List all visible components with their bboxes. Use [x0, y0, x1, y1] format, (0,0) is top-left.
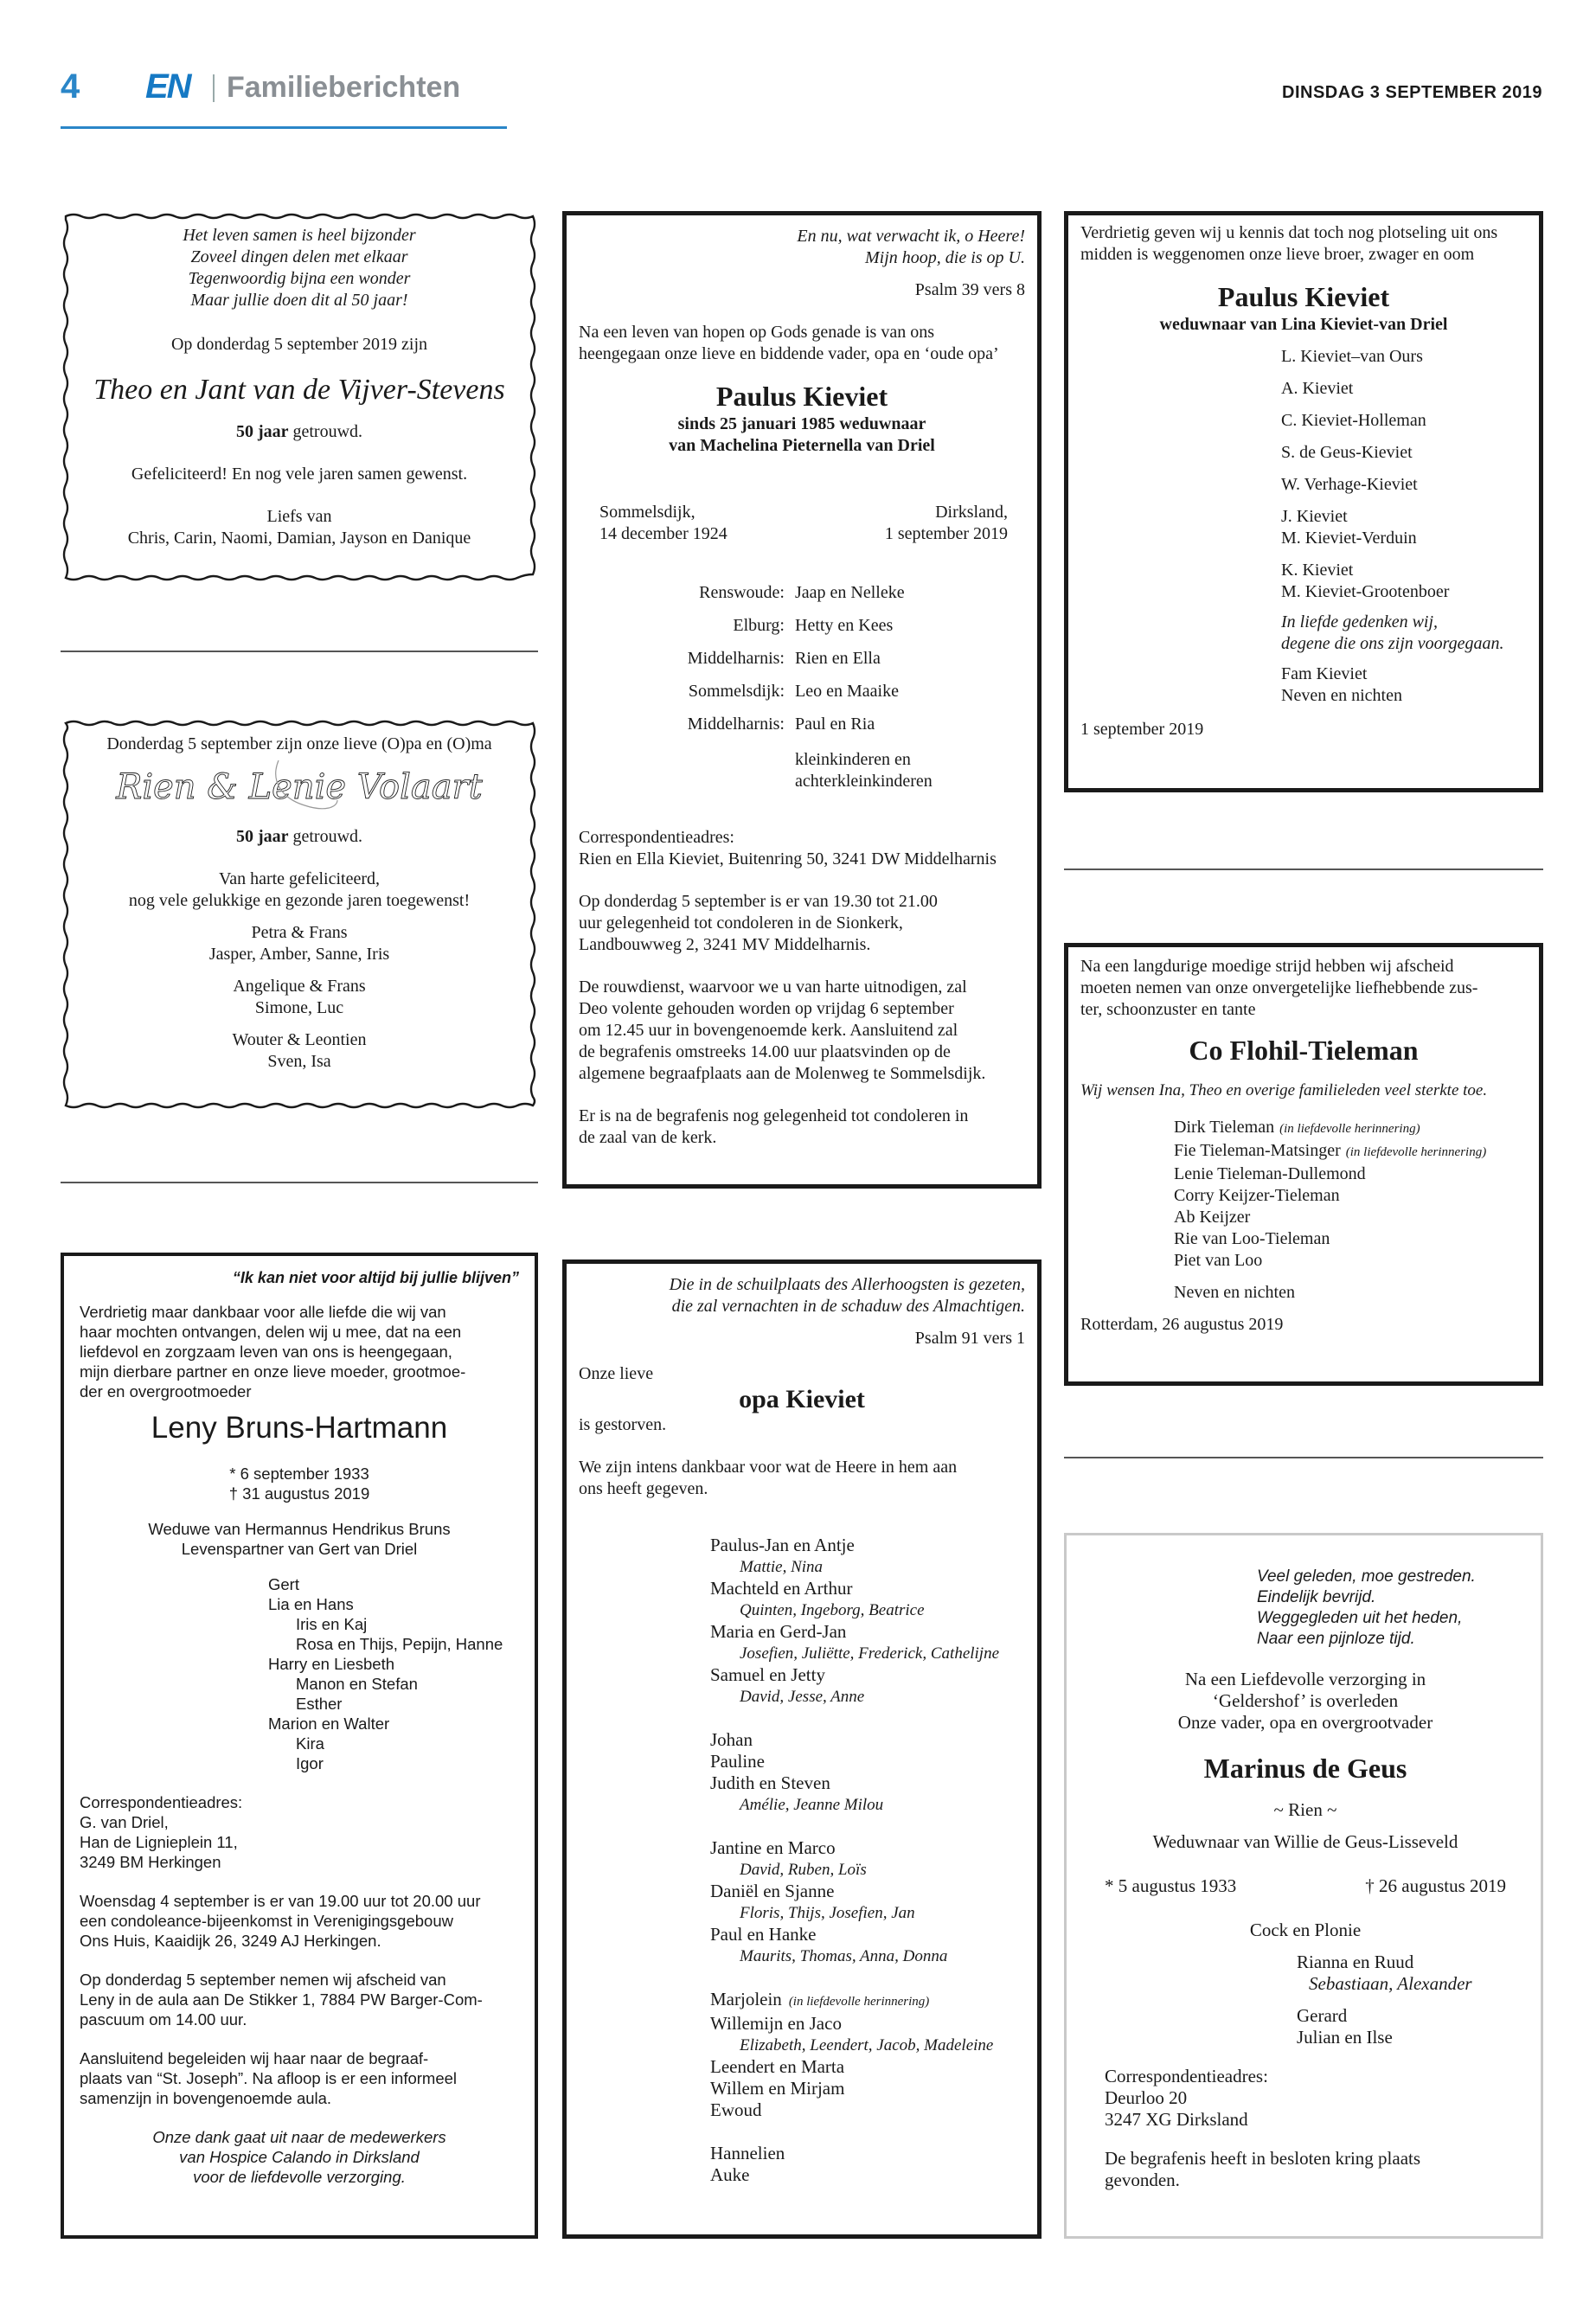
grandchildren-names	[710, 1599, 1025, 1621]
grandchildren-names	[710, 1945, 1025, 1967]
family-member: Marion en Walter	[268, 1715, 390, 1733]
member-name: Dirk Tieleman	[1174, 1118, 1275, 1137]
ad-obituary-opa-kieviet	[562, 1259, 1042, 2239]
grandchildren-names	[710, 1686, 1025, 1708]
birth-death-dates	[579, 502, 1025, 545]
burial-paragraph	[80, 2048, 519, 2108]
address-line: Correspondentieadres:	[80, 1793, 243, 1811]
verse-line: En nu, wat verwacht ik, o Heere!	[797, 227, 1025, 246]
family-member	[710, 1578, 1025, 1599]
member-name: David, Jesse, Anne	[740, 1688, 865, 1706]
child-names: Rien en Ella	[795, 648, 881, 668]
paragraph-line: Leny in de aula aan De Stikker 1, 7884 PW Barger-Com-	[80, 1990, 483, 2009]
family-group	[1281, 560, 1527, 603]
intro-line: moeten nemen van onze onvergetelijke liefhebbende zus-	[1080, 978, 1478, 997]
deceased-name: Marinus de Geus	[1203, 1753, 1407, 1784]
family-member	[710, 2164, 1025, 2186]
member-name: Corry Keijzer-Tieleman	[1174, 1186, 1340, 1205]
family-member	[710, 1837, 1025, 1859]
thanks-text	[579, 1457, 1025, 1500]
member-name: Daniël en Sjanne	[710, 1881, 835, 1901]
address-line: Rien en Ella Kieviet, Buitenring 50, 3241 DW Middelharnis	[579, 849, 997, 868]
birth-place: Sommelsdijk,	[599, 503, 695, 522]
member-name: Jantine en Marco	[710, 1837, 836, 1858]
intro-line: Na een langdurige moedige strijd hebben wij afscheid	[1080, 957, 1454, 976]
grandchildren-line: kleinkinderen en	[795, 750, 911, 769]
poem	[78, 225, 521, 311]
memorial-note: (in liefdevolle herinnering)	[1345, 1145, 1487, 1159]
years-bold: 50 jaar	[235, 827, 289, 846]
family-list	[80, 1574, 519, 1773]
thanks-line: Onze dank gaat uit naar de medewerkers	[152, 2128, 446, 2146]
intro-line: Na een Liefdevolle verzorging in	[1184, 1669, 1426, 1689]
family-member	[1174, 1207, 1527, 1228]
funeral-note	[1105, 2148, 1506, 2191]
family-member	[710, 1621, 1025, 1643]
verse-line: die zal vernachten in de schaduw des Almachtigen.	[671, 1297, 1025, 1316]
paragraph-line: Landbouwweg 2, 3241 MV Middelharnis.	[579, 935, 871, 954]
family-member: J. Kieviet	[1281, 507, 1348, 526]
paragraph-line: Deo volente gehouden worden op vrijdag 6 september	[579, 999, 954, 1018]
intro-text: Op donderdag 5 september 2019 zijn	[170, 335, 428, 354]
poem-line: Naar een pijnloze tijd.	[1257, 1630, 1415, 1648]
closing-line: Fam Kieviet	[1281, 664, 1368, 683]
grandchildren-names	[710, 1902, 1025, 1924]
member-name: Maurits, Thomas, Anna, Donna	[740, 1947, 948, 1965]
years-married	[78, 421, 521, 443]
death-place: Dirksland,	[935, 503, 1008, 522]
wish-text: Gefeliciteerd! En nog vele jaren samen gewenst.	[131, 465, 468, 484]
family-member: Cock en Plonie	[1249, 1920, 1362, 1940]
family-group	[78, 1029, 521, 1073]
address-line: Correspondentieadres:	[1105, 2066, 1268, 2086]
column-divider	[61, 651, 538, 652]
address-line: 3249 BM Herkingen	[80, 1853, 221, 1871]
member-name: David, Ruben, Loïs	[740, 1861, 867, 1879]
intro-text: Onze lieve	[579, 1364, 654, 1383]
paragraph-line: de zaal van de kerk.	[579, 1128, 717, 1147]
family-member: Kira	[296, 1734, 324, 1753]
widower-note: Weduwnaar van Willie de Geus-Lisseveld	[1152, 1831, 1458, 1852]
paragraph-line: uur gelegenheid tot condoleren in de Sionkerk,	[579, 913, 903, 933]
member-name: Maria en Gerd-Jan	[710, 1621, 847, 1642]
poem-line: Het leven samen is heel bijzonder	[183, 226, 416, 245]
member-name: Amélie, Jeanne Milou	[740, 1796, 884, 1814]
family-member: Igor	[296, 1754, 324, 1772]
family-member: A. Kieviet	[1281, 379, 1354, 398]
service-paragraph	[579, 977, 1025, 1085]
intro-line: der en overgrootmoeder	[80, 1382, 252, 1400]
intro-text	[1080, 956, 1527, 1021]
family-group	[1281, 378, 1527, 400]
family-member	[710, 1881, 1025, 1902]
issue-date: DINSDAG 3 SEPTEMBER 2019	[1282, 83, 1542, 102]
birth-date: * 6 september 1933	[229, 1465, 369, 1483]
family-member: M. Kieviet-Grootenboer	[1281, 582, 1450, 601]
death-date: † 26 augustus 2019	[1365, 1875, 1506, 1896]
bible-verse	[579, 1274, 1025, 1317]
paragraph-line: Op donderdag 5 september nemen wij afscheid van	[80, 1971, 446, 1989]
widower-line: van Machelina Pieternella van Driel	[669, 436, 935, 455]
paragraph-line: de begrafenis omstreeks 14.00 uur plaatsvinden op de	[579, 1042, 951, 1061]
ad-anniversary-vijver	[61, 211, 538, 583]
verse-line: Mijn hoop, die is op U.	[865, 248, 1025, 267]
paragraph-line: om 12.45 uur in bovengenoemde kerk. Aansluitend zal	[579, 1021, 958, 1040]
funeral-line: De begrafenis heeft in besloten kring plaats	[1105, 2148, 1421, 2169]
paragraph-line: Aansluitend begeleiden wij haar naar de begraaf-	[80, 2049, 429, 2067]
years-bold: 50 jaar	[235, 422, 289, 441]
memory-line: In liefde gedenken wij,	[1281, 612, 1439, 631]
member-name: Ab Keijzer	[1174, 1208, 1251, 1227]
family-member	[1174, 1163, 1527, 1185]
family-member: W. Verhage-Kieviet	[1281, 475, 1418, 494]
child-names: Jaap en Nelleke	[795, 582, 905, 602]
family-member	[710, 1729, 1025, 1751]
column-divider	[61, 1182, 538, 1183]
place-row	[579, 642, 1025, 675]
family-member	[1174, 1228, 1527, 1250]
member-name: Floris, Thijs, Josefien, Jan	[740, 1904, 915, 1922]
family-group	[710, 2143, 1025, 2186]
birth-date: 14 december 1924	[599, 524, 727, 543]
member-name: Mattie, Nina	[740, 1558, 824, 1576]
family-member	[710, 2013, 1025, 2035]
thanks-line: We zijn intens dankbaar voor wat de Heere in hem aan	[579, 1458, 958, 1477]
birth-date: * 5 augustus 1933	[1105, 1875, 1237, 1896]
member-name: Fie Tieleman-Matsinger	[1174, 1141, 1341, 1160]
column-divider	[1064, 1457, 1543, 1458]
intro-text	[1080, 222, 1527, 266]
memorial-note: (in liefdevolle herinnering)	[1279, 1122, 1420, 1136]
wish-line: Van harte gefeliciteerd,	[218, 869, 380, 888]
family-member: Harry en Liesbeth	[268, 1655, 395, 1673]
funeral-line: gevonden.	[1105, 2170, 1180, 2190]
member-name: Quinten, Ingeborg, Beatrice	[740, 1601, 925, 1619]
family-member: M. Kieviet-Verduin	[1281, 529, 1417, 548]
family-member	[710, 1664, 1025, 1686]
family-group	[1281, 442, 1527, 464]
children-by-place	[579, 576, 1025, 740]
thanks-line: voor de liefdevolle verzorging.	[193, 2168, 406, 2186]
wish-text: Wij wensen Ina, Theo en overige familieleden veel sterkte toe.	[1080, 1081, 1488, 1099]
member-name: Judith en Steven	[710, 1772, 830, 1793]
poem	[1105, 1567, 1506, 1650]
poem-line: Veel geleden, moe gestreden.	[1257, 1567, 1476, 1586]
family-line: Jasper, Amber, Sanne, Iris	[208, 945, 390, 964]
family-member	[1174, 1250, 1527, 1272]
section-title: Familieberichten	[227, 71, 461, 104]
family-member	[710, 2143, 1025, 2164]
correspondence-address	[80, 1792, 519, 1872]
family-group	[78, 922, 521, 965]
member-name: Josefien, Juliëtte, Frederick, Cathelijne	[740, 1644, 1000, 1663]
member-name: Piet van Loo	[1174, 1251, 1263, 1270]
ad-obituary-flohil-tieleman	[1064, 943, 1543, 1386]
member-name: Machteld en Arthur	[710, 1578, 853, 1599]
family-line: Petra & Frans	[251, 923, 348, 942]
address-line: Han de Lignieplein 11,	[80, 1833, 238, 1851]
family-line: Sven, Isa	[267, 1052, 331, 1071]
member-name: Ewoud	[710, 2099, 762, 2120]
widower-note: weduwnaar van Lina Kieviet-van Driel	[1159, 315, 1448, 334]
grandchildren-names	[710, 1556, 1025, 1578]
paragraph-line: een condoleance-bijeenkomst in Verenigingsgebouw	[80, 1912, 453, 1930]
family-member	[710, 2099, 1025, 2121]
grandchildren	[579, 749, 1025, 792]
family-member: S. de Geus-Kieviet	[1281, 443, 1413, 462]
family-list	[1080, 346, 1527, 603]
closing-line: Neven en nichten	[1281, 686, 1402, 705]
script-name-drawing	[78, 755, 521, 819]
family-member: Lia en Hans	[268, 1595, 354, 1613]
paragraph-line: Op donderdag 5 september is er van 19.30 tot 21.00	[579, 892, 938, 911]
member-name: Paulus-Jan en Antje	[710, 1535, 855, 1555]
from-names: Chris, Carin, Naomi, Damian, Jayson en Danique	[127, 529, 471, 548]
wish-text	[78, 868, 521, 912]
paragraph-line: Woensdag 4 september is er van 19.00 uur tot 20.00 uur	[80, 1892, 481, 1910]
paragraph-line: Er is na de begrafenis nog gelegenheid tot condoleren in	[579, 1106, 969, 1125]
member-name: Hannelien	[710, 2143, 785, 2163]
family-member: Julian en Ilse	[1297, 2027, 1393, 2048]
family-member	[710, 1772, 1025, 1794]
notice-date: Rotterdam, 26 augustus 2019	[1080, 1315, 1284, 1334]
intro-line: Verdrietig maar dankbaar voor alle liefde die wij van	[80, 1303, 446, 1321]
verse-line: Die in de schuilplaats des Allerhoogsten is gezeten,	[669, 1275, 1025, 1294]
paragraph-line: Ons Huis, Kaaidijk 26, 3249 AJ Herkingen.	[80, 1932, 381, 1950]
child-names: Hetty en Kees	[795, 615, 894, 635]
family-list	[1080, 1117, 1527, 1272]
condolence-paragraph	[579, 891, 1025, 956]
family-member: Rosa en Thijs, Pepijn, Hanne	[296, 1635, 503, 1653]
intro-line: heengegaan onze lieve en biddende vader, opa en ‘oude opa’	[579, 344, 999, 363]
years-married	[78, 826, 521, 848]
place-name: Sommelsdijk:	[688, 681, 785, 701]
couple-names: Theo en Jant van de Vijver-Stevens	[93, 374, 505, 406]
member-name: Rie van Loo-Tieleman	[1174, 1229, 1330, 1248]
intro-text	[80, 1302, 519, 1401]
paragraph-line: algemene begraafplaats aan de Molenweg te Sommelsdijk.	[579, 1064, 986, 1083]
intro-text: Donderdag 5 september zijn onze lieve (O)pa en (O)ma	[106, 734, 492, 753]
poem-line: Tegenwoordig bijna een wonder	[188, 269, 411, 288]
family-member: C. Kieviet-Holleman	[1281, 411, 1426, 430]
poem-line: Maar jullie doen dit al 50 jaar!	[190, 291, 408, 310]
family-member	[710, 2056, 1025, 2078]
header-separator	[213, 74, 215, 102]
bible-verse	[579, 226, 1025, 269]
member-name: Willemijn en Jaco	[710, 2013, 842, 2034]
script-name-text: Rien & Lenie Volaart	[116, 767, 483, 807]
intro-line: haar mochten ontvangen, delen wij u mee, dat na een	[80, 1323, 462, 1341]
place-name: Renswoude:	[699, 582, 785, 602]
intro-line: ter, schoonzuster en tante	[1080, 1000, 1256, 1019]
ad-obituary-bruns	[61, 1253, 538, 2239]
child-names: Leo en Maaike	[795, 681, 899, 701]
family-member	[1174, 1185, 1527, 1207]
family-member: Rianna en Ruud	[1297, 1952, 1414, 1972]
member-name: Marjolein	[710, 1989, 782, 2009]
grandchildren-names	[710, 1859, 1025, 1881]
paragraph-line: De rouwdienst, waarvoor we u van harte uitnodigen, zal	[579, 977, 967, 997]
member-name: Pauline	[710, 1751, 765, 1772]
member-name: Samuel en Jetty	[710, 1664, 825, 1685]
intro-text	[1105, 1669, 1506, 1734]
family-list	[579, 1535, 1025, 2186]
condolence-paragraph	[80, 1891, 519, 1951]
family-member: Gerard	[1297, 2005, 1348, 2026]
place-row	[579, 675, 1025, 708]
widow-line: Weduwe van Hermannus Hendrikus Bruns	[148, 1520, 451, 1538]
ad-anniversary-volaart	[61, 718, 538, 1111]
deceased-name: Paulus Kieviet	[715, 381, 888, 412]
address-line: Deurloo 20	[1105, 2087, 1188, 2108]
died-text: is gestorven.	[579, 1415, 667, 1434]
nickname: ~ Rien ~	[1273, 1799, 1337, 1820]
grandchildren-names	[710, 2035, 1025, 2056]
quote: “Ik kan niet voor altijd bij jullie blijven”	[232, 1269, 519, 1286]
ad-obituary-paulus-kieviet-siblings	[1064, 211, 1543, 792]
paragraph-line: plaats van “St. Joseph”. Na afloop is er een informeel	[80, 2069, 458, 2087]
years-rest: getrouwd.	[288, 827, 363, 846]
family-member	[710, 2078, 1025, 2099]
deceased-name: Paulus Kieviet	[1217, 281, 1390, 312]
deceased-name: opa Kieviet	[739, 1385, 865, 1413]
widower-note	[579, 413, 1025, 457]
intro-line: midden is weggenomen onze lieve broer, zwager en oom	[1080, 245, 1475, 264]
couple-names-script	[78, 755, 521, 819]
family-member: Gert	[268, 1575, 299, 1593]
place-name: Elburg:	[733, 615, 785, 635]
poem-line: Zoveel dingen delen met elkaar	[190, 247, 408, 266]
child-names: Paul en Ria	[795, 714, 875, 734]
member-name: Paul en Hanke	[710, 1924, 817, 1945]
family-member: Sebastiaan, Alexander	[1309, 1973, 1472, 1994]
family-group	[710, 1837, 1025, 1967]
family-group	[1281, 506, 1527, 549]
memory-text	[1080, 612, 1527, 655]
notice-date: 1 september 2019	[1080, 720, 1204, 739]
family-member: Iris en Kaj	[296, 1615, 368, 1633]
place-row	[579, 609, 1025, 642]
wish-line: nog vele gelukkige en gezonde jaren toegewenst!	[128, 891, 471, 910]
intro-line: ‘Geldershof’ is overleden	[1212, 1690, 1399, 1711]
widower-line: sinds 25 januari 1985 weduwnaar	[677, 414, 926, 433]
family-member	[710, 1924, 1025, 1945]
page-number: 4	[61, 67, 80, 106]
member-name: Leendert en Marta	[710, 2056, 845, 2077]
closing-text	[1080, 663, 1527, 707]
place-row	[579, 708, 1025, 740]
member-name: Auke	[710, 2164, 750, 2185]
verse-reference: Psalm 39 vers 8	[914, 280, 1025, 299]
place-name: Middelharnis:	[687, 714, 785, 734]
family-group	[710, 1535, 1025, 1708]
family-member	[710, 1989, 1025, 2013]
deceased-name: Co Flohil-Tieleman	[1189, 1035, 1419, 1066]
paragraph-line: samenzijn in bovengenoemde aula.	[80, 2089, 332, 2107]
member-name: Elizabeth, Leendert, Jacob, Madeleine	[740, 2036, 994, 2054]
poem-line: Weggegleden uit het heden,	[1257, 1609, 1463, 1627]
poem-line: Eindelijk bevrijd.	[1257, 1588, 1376, 1606]
intro-line: mijn dierbare partner en onze lieve moeder, grootmoe-	[80, 1362, 466, 1381]
family-member: Esther	[296, 1695, 343, 1713]
partner-line: Levenspartner van Gert van Driel	[181, 1540, 418, 1558]
place-name: Middelharnis:	[687, 648, 785, 668]
member-name: Johan	[710, 1729, 753, 1750]
death-date: † 31 augustus 2019	[228, 1484, 370, 1503]
thanks-line: van Hospice Calando in Dirksland	[179, 2148, 420, 2166]
intro-line: Onze vader, opa en overgrootvader	[1177, 1712, 1433, 1733]
intro-line: Verdrietig geven wij u kennis dat toch nog plotseling uit ons	[1080, 223, 1498, 242]
column-divider	[1064, 868, 1543, 870]
after-funeral-paragraph	[579, 1106, 1025, 1149]
intro-text	[579, 322, 1025, 365]
member-name: Lenie Tieleman-Dullemond	[1174, 1164, 1366, 1183]
newspaper-logo: EN	[145, 67, 190, 106]
deceased-name: Leny Bruns-Hartmann	[151, 1411, 448, 1445]
correspondence-address	[1105, 2066, 1506, 2131]
death-info	[885, 502, 1008, 545]
birth-death-dates	[1105, 1875, 1506, 1897]
family-member: K. Kieviet	[1281, 561, 1354, 580]
ad-obituary-marinus-de-geus	[1064, 1533, 1543, 2239]
address-line: 3247 XG Dirksland	[1105, 2109, 1248, 2130]
ad-obituary-paulus-kieviet-family	[562, 211, 1042, 1189]
family-member	[710, 1751, 1025, 1772]
grandchildren-names	[710, 1643, 1025, 1664]
address-line: Correspondentieadres:	[579, 828, 734, 847]
memorial-note: (in liefdevolle herinnering)	[788, 1995, 930, 2009]
header-rule	[61, 126, 507, 129]
family-group	[1281, 474, 1527, 496]
farewell-paragraph	[80, 1970, 519, 2029]
birth-info	[599, 502, 727, 545]
place-row	[579, 576, 1025, 609]
family-group	[1281, 410, 1527, 432]
thanks-line: ons heeft gegeven.	[579, 1479, 708, 1498]
family-line: Simone, Luc	[254, 998, 344, 1017]
memory-line: degene die ons zijn voorgegaan.	[1281, 634, 1504, 653]
family-list	[1105, 1920, 1506, 2048]
intro-line: liefdevol en zorgzaam leven van ons is heengegaan,	[80, 1343, 452, 1361]
grandchildren-names	[710, 1794, 1025, 1816]
years-rest: getrouwd.	[288, 422, 363, 441]
family-member	[1174, 1117, 1527, 1140]
death-date: 1 september 2019	[884, 524, 1008, 543]
intro-line: Na een leven van hopen op Gods genade is van ons	[579, 323, 934, 342]
thanks-text	[80, 2127, 519, 2187]
grandchildren-line: achterkleinkinderen	[795, 772, 933, 791]
family-line: Angelique & Frans	[233, 977, 366, 996]
family-member: L. Kieviet–van Ours	[1281, 347, 1423, 366]
verse-reference: Psalm 91 vers 1	[914, 1329, 1025, 1348]
family-group	[78, 976, 521, 1019]
family-member: Manon en Stefan	[296, 1675, 418, 1693]
member-name: Willem en Mirjam	[710, 2078, 845, 2099]
closing-text: Neven en nichten	[1174, 1283, 1295, 1302]
family-group	[710, 1989, 1025, 2121]
family-member	[1174, 1140, 1527, 1163]
correspondence-address	[579, 827, 1025, 870]
paragraph-line: pascuum om 14.00 uur.	[80, 2010, 247, 2029]
family-group	[710, 1729, 1025, 1816]
family-group	[1281, 346, 1527, 368]
from-label: Liefs van	[266, 507, 332, 526]
family-member	[710, 1535, 1025, 1556]
address-line: G. van Driel,	[80, 1813, 169, 1831]
family-line: Wouter & Leontien	[232, 1030, 367, 1049]
